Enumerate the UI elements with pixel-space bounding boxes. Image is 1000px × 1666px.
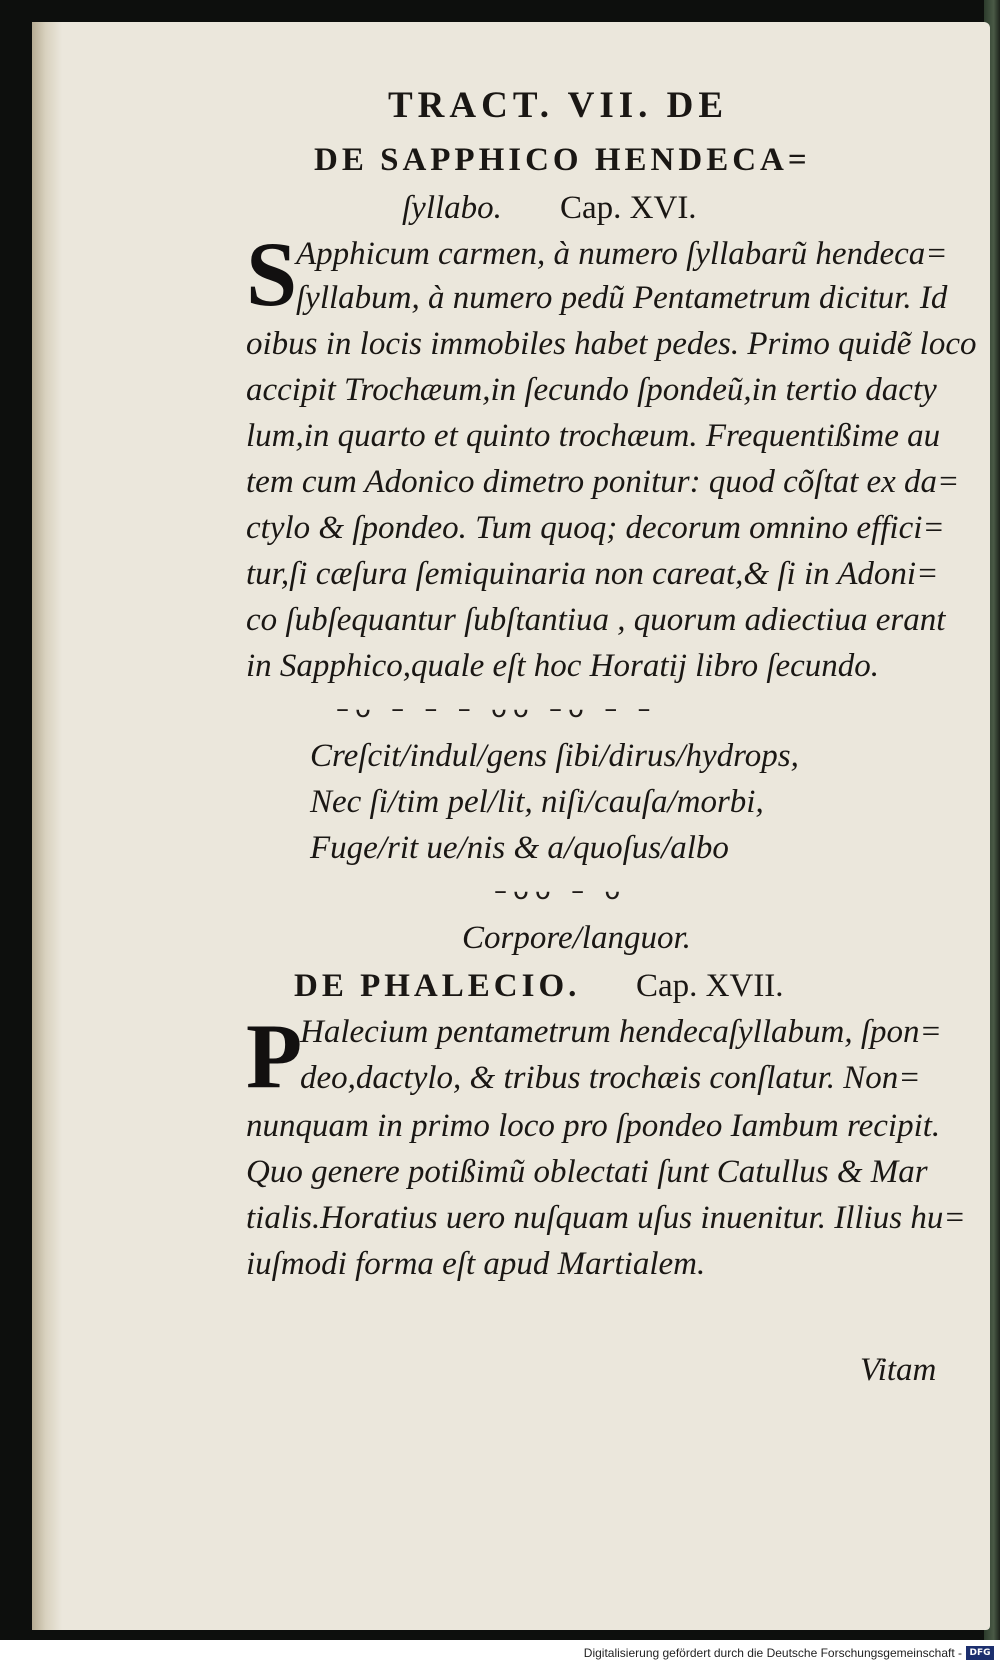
text-line: oibus in locis immobiles habet pedes. Primo quidẽ loco	[246, 326, 977, 362]
verse-line: Nec ſi/tim pel/lit, niſi/cauſa/morbi,	[310, 784, 764, 820]
drop-cap-s: S	[246, 223, 298, 325]
text-line: accipit Trochæum,in ſecundo ſpondeũ,in tertio dacty	[246, 372, 937, 408]
chapter-16-title-line1: DE SAPPHICO HENDECA=	[314, 142, 811, 178]
meter-scansion: –ᴗ – – – ᴗᴗ –ᴗ – –	[336, 694, 657, 724]
chapter-17-number: Cap. XVII.	[636, 968, 784, 1004]
text-line: iuſmodi forma eſt apud Martialem.	[246, 1246, 706, 1282]
text-line: Quo genere potißimũ oblectati ſunt Catullus & Mar	[246, 1154, 928, 1190]
text-line: ſyllabum, à numero pedũ Pentametrum dicitur. Id	[296, 280, 948, 316]
catchword: Vitam	[860, 1352, 937, 1388]
verse-line: Fuge/rit ue/nis & a/quoſus/albo	[310, 830, 729, 866]
running-head: TRACT. VII. DE	[388, 85, 729, 126]
text-line: co ſubſequantur ſubſtantiua , quorum adiectiua erant	[246, 602, 946, 638]
text-line: in Sapphico,quale eſt hoc Horatij libro ſecundo.	[246, 648, 880, 684]
text-line: tialis.Horatius uero nuſquam uſus inuenitur. Illius hu=	[246, 1200, 966, 1236]
adonic-line: Corpore/languor.	[462, 920, 691, 956]
text-line: Halecium pentametrum hendecaſyllabum, ſpon=	[300, 1014, 942, 1050]
footer-credit: Digitalisierung gefördert durch die Deutsche Forschungsgemeinschaft -	[583, 1646, 962, 1660]
text-line: tem cum Adonico dimetro ponitur: quod cõſtat ex da=	[246, 464, 960, 500]
meter-scansion: –ᴗᴗ – ᴗ	[494, 876, 627, 906]
text-line: ctylo & ſpondeo. Tum quoq; decorum omnino effici=	[246, 510, 945, 546]
dfg-logo: DFG	[966, 1646, 994, 1660]
drop-cap-p: P	[246, 1005, 303, 1107]
chapter-17-title: DE PHALECIO.	[294, 968, 581, 1004]
chapter-16-title-word: ſyllabo.	[402, 190, 502, 226]
text-line: deo,dactylo, & tribus trochæis conſlatur. Non=	[300, 1060, 921, 1096]
verse-line: Creſcit/indul/gens ſibi/dirus/hydrops,	[310, 738, 799, 774]
text-line: lum,in quarto et quinto trochæum. Frequentißime au	[246, 418, 941, 454]
text-line: tur,ſi cæſura ſemiquinaria non careat,& ſi in Adoni=	[246, 556, 939, 592]
text-line: Apphicum carmen, à numero ſyllabarũ hendeca=	[296, 236, 948, 272]
text-line: nunquam in primo loco pro ſpondeo Iambum recipit.	[246, 1108, 941, 1144]
chapter-16-number: Cap. XVI.	[560, 190, 697, 226]
